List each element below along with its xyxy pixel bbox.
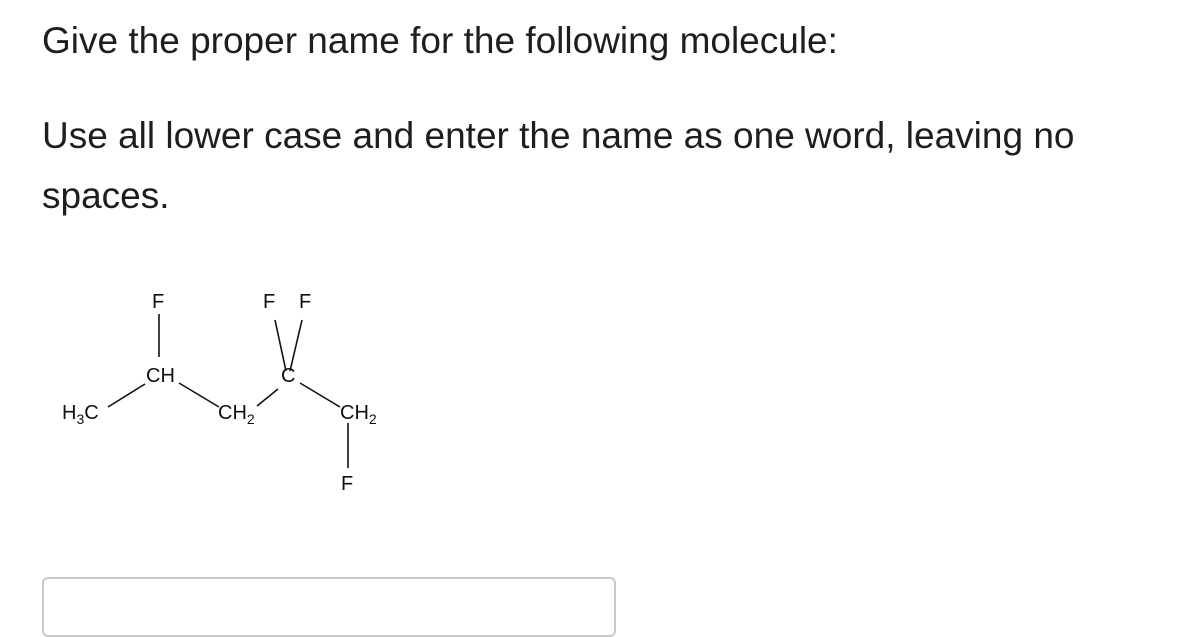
atom-f-left-on-c: F xyxy=(263,291,276,313)
bond-c-ch2 xyxy=(300,383,340,407)
atom-f-on-ch2: F xyxy=(341,473,354,495)
bond-h3c-ch xyxy=(108,384,145,407)
question-block xyxy=(42,14,1182,226)
bond-ch2-c xyxy=(257,389,278,406)
question-instruction: Use all lower case and enter the name as one word, leaving no spaces. xyxy=(42,115,1075,216)
bond-ch-ch2 xyxy=(179,383,219,407)
question-prompt: Give the proper name for the following molecule: xyxy=(42,20,838,61)
molecule-structure xyxy=(0,270,440,500)
bond-c-f-left xyxy=(275,320,286,371)
atom-f-right-on-c: F xyxy=(299,291,312,313)
group-ch2-b: $CH_2$ xyxy=(340,402,377,427)
group-ch2-a: $CH_2$ xyxy=(218,402,255,427)
group-ch: CH xyxy=(146,365,175,387)
answer-input[interactable] xyxy=(42,577,616,637)
group-h3c: $H_3C$ xyxy=(62,402,99,427)
bond-c-f-right xyxy=(290,320,302,371)
atom-c: C xyxy=(281,365,296,387)
atom-f-on-ch: F xyxy=(152,291,165,313)
